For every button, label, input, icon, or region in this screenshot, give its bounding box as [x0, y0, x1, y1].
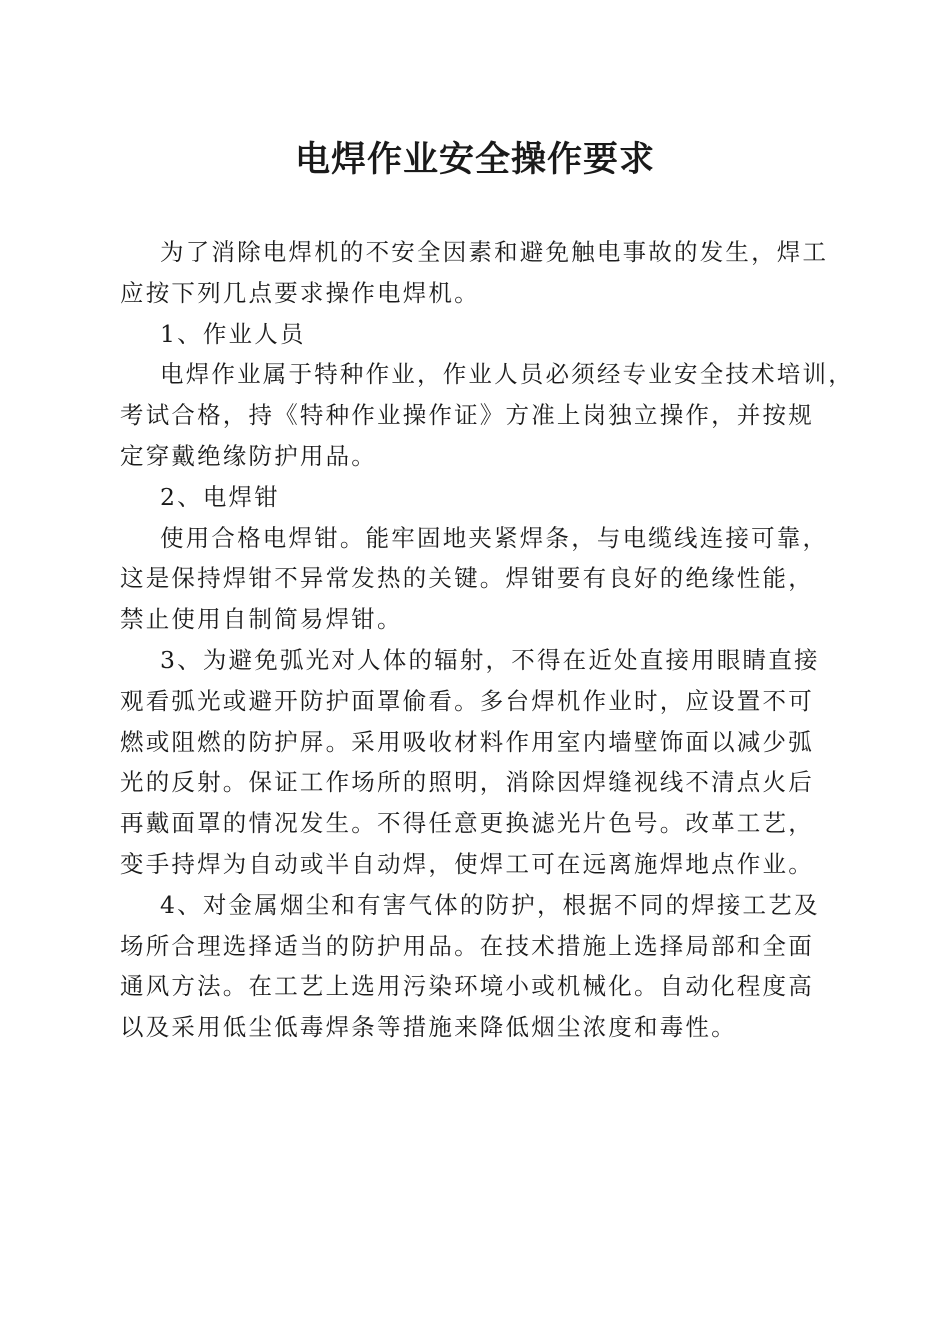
text-line: 使用合格电焊钳。能牢固地夹紧焊条，与电缆线连接可靠， [160, 523, 829, 552]
text-line: 变手持焊为自动或半自动焊，使焊工可在远离施焊地点作业。 [120, 849, 814, 878]
text-line: 考试合格，持《特种作业操作证》方准上岗独立操作，并按规 [120, 401, 814, 430]
text-line: 以及采用低尘低毒焊条等措施来降低烟尘浓度和毒性。 [120, 1013, 737, 1042]
text-line: 应按下列几点要求操作电焊机。 [120, 278, 480, 307]
text-line: 这是保持焊钳不异常发热的关键。焊钳要有良好的绝缘性能， [120, 564, 814, 593]
text-line: 定穿戴绝缘防护用品。 [120, 441, 377, 470]
page-title: 电焊作业安全操作要求 [294, 139, 655, 180]
text-line: 3、为避免弧光对人体的辐射，不得在近处直接用眼睛直接 [160, 645, 820, 674]
text-line: 为了消除电焊机的不安全因素和避免触电事故的发生，焊工 [160, 238, 829, 266]
text-line: 电焊作业属于特种作业，作业人员必须经专业安全技术培训， [160, 360, 854, 389]
text-line: 观看弧光或避开防护面罩偷看。多台焊机作业时，应设置不可 [120, 686, 814, 715]
text-line: 场所合理选择适当的防护用品。在技术措施上选择局部和全面 [120, 931, 814, 960]
section-heading: 1、作业人员 [160, 319, 306, 348]
text-line: 燃或阻燃的防护屏。采用吸收材料作用室内墙壁饰面以减少弧 [120, 727, 814, 756]
text-line: 光的反射。保证工作场所的照明，消除因焊缝视线不清点火后 [120, 768, 814, 797]
text-line: 再戴面罩的情况发生。不得任意更换滤光片色号。改革工艺， [120, 809, 814, 838]
text-line: 通风方法。在工艺上选用污染环境小或机械化。自动化程度高 [120, 972, 814, 1001]
text-line: 禁止使用自制简易焊钳。 [120, 605, 403, 634]
section-heading: 2、电焊钳 [160, 482, 280, 511]
text-line: 4、对金属烟尘和有害气体的防护，根据不同的焊接工艺及 [160, 890, 820, 919]
document-body [120, 232, 854, 1048]
